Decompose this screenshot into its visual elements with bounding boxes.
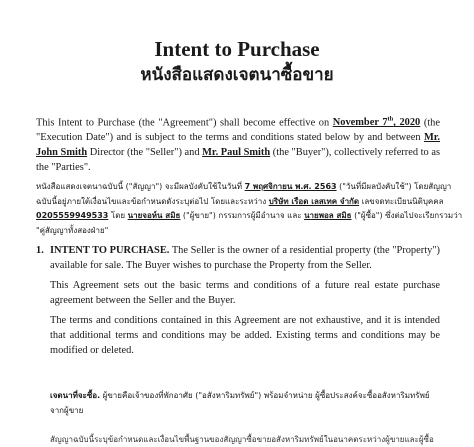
- thai-effective-date: 7 พฤศจิกายน พ.ศ. 2563: [244, 182, 337, 191]
- intro-paragraph-thai: [36, 180, 463, 238]
- seller-name: Mr. John Smith: [36, 132, 440, 159]
- thai-buyer-name: นายพอล สมิธ: [304, 211, 352, 220]
- thai-section-line-1: [50, 389, 440, 404]
- thai-section-heading: เจตนาที่จะซื้อ.: [50, 391, 101, 400]
- thai-company-name: บริษัท เรือด เลสเทค จำกัด: [268, 196, 360, 206]
- section-heading: INTENT TO PURCHASE.: [50, 245, 170, 256]
- thai-intro-text: ("ผู้ซื้อ") ซึ่งต่อไปจะเรียกรวมว่า: [351, 211, 463, 220]
- effective-date-month: November 7: [332, 117, 388, 129]
- thai-intro-text: โดย: [108, 211, 128, 220]
- section-1-paragraph-2: This Agreement sets out the basic terms and conditions of a future real estate purchase agreement between the Seller and the Buyer.: [50, 280, 440, 306]
- thai-intro-line-1: [36, 180, 452, 195]
- thai-intro-line-4: "คู่สัญญาทั้งสองฝ่าย": [36, 225, 109, 235]
- buyer-name: Mr. Paul Smith: [202, 147, 271, 159]
- thai-intro-text: เลขจดทะเบียนนิติบุคคล: [359, 196, 444, 206]
- section-1-paragraph: [50, 243, 440, 273]
- thai-seller-name: นายจอห์น สมิธ: [127, 211, 181, 220]
- section-number: 1.: [36, 245, 44, 256]
- thai-intro-line-3: [36, 209, 463, 224]
- thai-intro-line-2: [36, 195, 444, 210]
- section-1-paragraph-3: The terms and conditions contained in this Agreement are not exhaustive, and it is intended that additional terms and conditions may be added. Existing terms and conditions may be modified or deleted.: [50, 315, 440, 356]
- intro-text-3: Director (the "Seller") and: [87, 147, 203, 159]
- effective-date: [333, 117, 420, 128]
- intro-text-1: This Intent to Purchase (the "Agreement") shall become effective on: [36, 117, 333, 129]
- thai-intro-text: หนังสือแสดงเจตนาฉบับนี้ ("สัญญา") จะมีผลบังคับใช้ในวันที่: [36, 182, 245, 191]
- section-1-thai-paragraph: [50, 389, 440, 418]
- effective-date-year: , 2020: [393, 117, 421, 129]
- intro-paragraph-english: [36, 112, 440, 175]
- document-title: Intent to Purchase: [154, 37, 320, 61]
- thai-intro-text: ฉบับนี้อยู่ภายใต้เงื่อนไขและข้อกำหนดดังระบุต่อไป โดยและระหว่าง: [36, 196, 269, 206]
- intro-text-4: (the "Buyer"), collectively referred to as the "Parties".: [36, 147, 440, 174]
- thai-intro-text: ("ผู้ขาย") กรรมการผู้มีอำนาจ และ: [180, 211, 305, 220]
- section-1-text: The Seller is the owner of a residential property (the "Property") available for sale. The Buyer wishes to purchase the Property from the Seller.: [50, 245, 440, 271]
- thai-intro-text: ("วันที่มีผลบังคับใช้") โดยสัญญา: [336, 182, 452, 191]
- thai-section-text: ผู้ขายคือเจ้าของที่พักอาศัย ("อสังหาริมทรัพย์") พร้อมจำหน่าย ผู้ซื้อประสงค์จะซื้ออสังหาริมทรัพย์: [100, 391, 430, 400]
- thai-registration-number: 0205559949533: [36, 211, 109, 220]
- document-subtitle-thai: หนังสือแสดงเจตนาซื้อขาย: [140, 65, 334, 85]
- thai-section-line-2: จากผู้ขาย: [50, 405, 84, 415]
- thai-section-cut-line: สัญญาฉบับนี้ระบุข้อกำหนดและเงื่อนไขพื้นฐานของสัญญาซื้อขายอสังหาริมทรัพย์ในอนาคตระหว่างผู้ขายและผู้ซื้อ: [50, 435, 434, 444]
- effective-date-suffix: th: [387, 116, 394, 123]
- intro-text-2: (the "Execution Date") and is subject to the terms and conditions stated below by and between: [36, 117, 440, 144]
